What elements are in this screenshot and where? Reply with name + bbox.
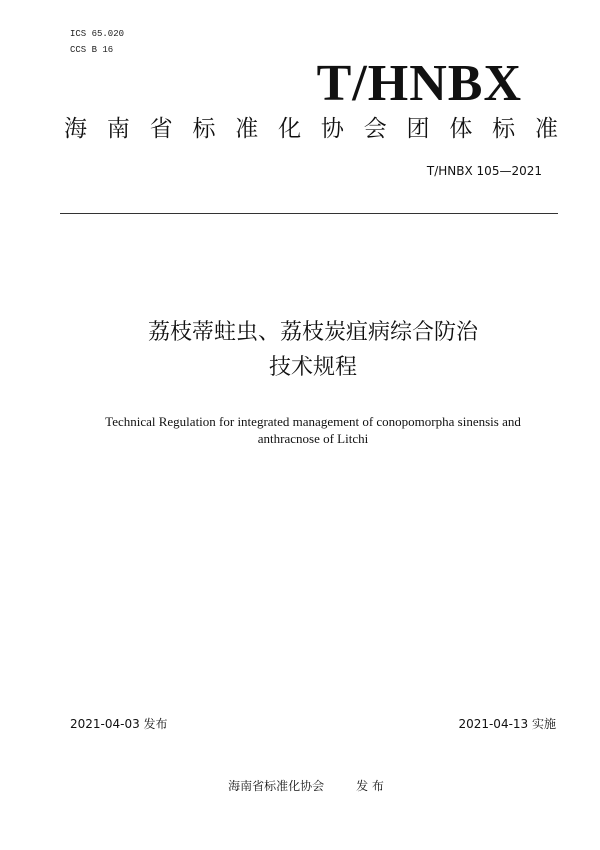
divider bbox=[60, 213, 558, 214]
org-title-char: 标 bbox=[492, 116, 516, 142]
org-title-char: 体 bbox=[449, 116, 473, 142]
org-title-char: 会 bbox=[363, 116, 387, 142]
org-title-char: 海 bbox=[64, 116, 87, 142]
org-title-char: 化 bbox=[278, 116, 302, 142]
org-title-char: 准 bbox=[534, 116, 558, 142]
issue-date: 2021-04-03 发布 bbox=[70, 717, 168, 731]
standard-brand: T/HNBX bbox=[316, 55, 522, 112]
org-title-char: 南 bbox=[106, 116, 130, 142]
document-title-en bbox=[0, 413, 600, 447]
publisher: 海南省标准化协会 bbox=[228, 779, 325, 793]
title-en-line: Technical Regulation for integrated management of conopomorpha sinensis and bbox=[105, 414, 521, 429]
org-title-char: 省 bbox=[149, 116, 173, 142]
org-title-char: 标 bbox=[192, 116, 216, 142]
publish-label: 发 布 bbox=[356, 779, 384, 793]
ccs-code: CCS B 16 bbox=[70, 45, 114, 55]
publisher-line bbox=[0, 777, 600, 794]
title-en-line: anthracnose of Litchi bbox=[257, 431, 369, 446]
org-title-char: 准 bbox=[235, 116, 259, 142]
org-title-char: 协 bbox=[320, 116, 344, 142]
ics-code: ICS 65.020 bbox=[70, 29, 125, 39]
title-zh-line: 技术规程 bbox=[268, 355, 357, 380]
organization-standard-title bbox=[64, 114, 558, 144]
standard-code: T/HNBX 105—2021 bbox=[426, 164, 542, 178]
org-title-char: 团 bbox=[406, 116, 430, 142]
implementation-date: 2021-04-13 实施 bbox=[458, 717, 556, 731]
title-zh-line: 荔枝蒂蛀虫、荔枝炭疽病综合防治 bbox=[147, 320, 478, 345]
document-title-zh bbox=[0, 315, 600, 385]
